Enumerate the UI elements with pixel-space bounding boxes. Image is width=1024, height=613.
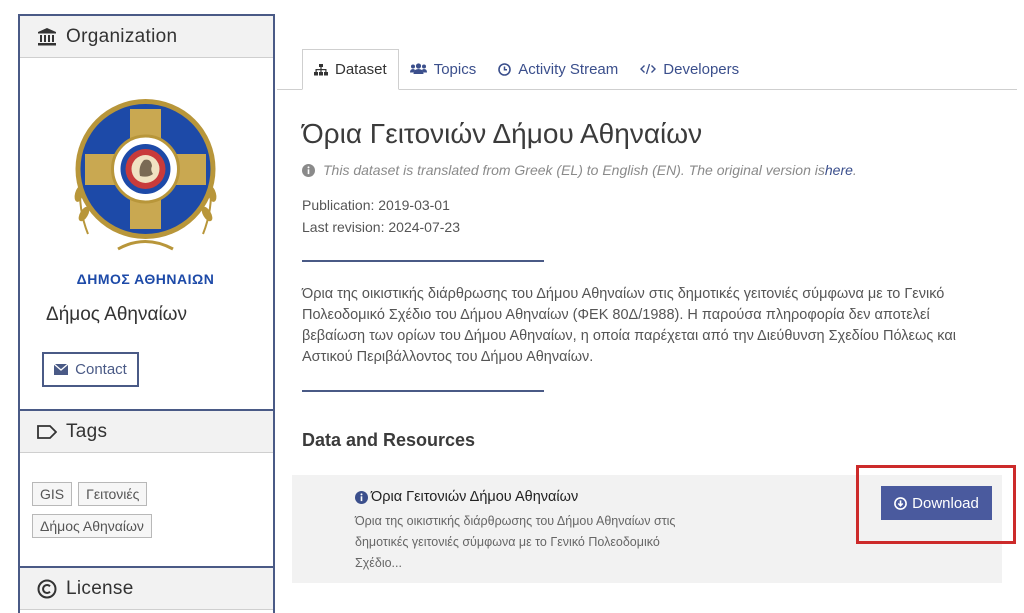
original-version-link[interactable]: here — [824, 162, 853, 178]
users-icon — [410, 63, 427, 75]
tab-topics[interactable] — [399, 49, 488, 89]
divider — [302, 260, 544, 262]
contact-button[interactable] — [42, 352, 139, 387]
logo-caption: ΔΗΜΟΣ ΑΘΗΝΑΙΩΝ — [76, 271, 215, 287]
info-circle-icon — [302, 164, 315, 177]
resource-title[interactable] — [355, 489, 578, 505]
download-button-label: Download — [912, 494, 979, 512]
copyright-icon — [36, 578, 58, 600]
resource-description: Όρια της οικιστικής διάρθρωσης του Δήμου Αθηναίων στις δημοτικές γειτονιές σύμφωνα με το Γενικό Πολεοδομικό Σχέδιο... — [355, 514, 676, 570]
organization-heading-label: Organization — [66, 25, 178, 47]
contact-button-label: Contact — [75, 361, 127, 378]
clock-icon — [498, 63, 511, 76]
tab-topics-label: Topics — [433, 60, 477, 78]
tag-municipality[interactable]: Δήμος Αθηναίων — [32, 514, 152, 538]
organization-heading — [20, 14, 273, 58]
sitemap-icon — [314, 64, 328, 76]
tag-gis[interactable]: GIS — [32, 482, 72, 506]
tab-dataset-label: Dataset — [335, 61, 387, 78]
sidebar — [18, 14, 275, 613]
translation-note-end: . — [852, 162, 857, 178]
organization-logo[interactable] — [58, 84, 233, 294]
last-revision-date: Last revision: 2024-07-23 — [302, 219, 460, 235]
translation-note-text: This dataset is translated from Greek (EL) to English (EN). The original version is — [323, 162, 825, 178]
tag-list — [32, 482, 262, 546]
license-heading — [20, 566, 273, 610]
institution-icon — [36, 26, 58, 48]
envelope-icon — [54, 364, 68, 375]
divider — [302, 390, 544, 392]
tab-activity-stream-label: Activity Stream — [518, 60, 619, 78]
publication-date: Publication: 2019-03-01 — [302, 197, 450, 213]
download-circle-icon — [894, 497, 907, 510]
organization-name[interactable]: Δήμος Αθηναίων — [46, 304, 188, 325]
tab-dataset[interactable] — [302, 49, 399, 90]
tab-developers-label: Developers — [663, 60, 740, 78]
tag-icon — [36, 421, 58, 443]
code-icon — [640, 63, 656, 75]
tab-activity-stream[interactable] — [487, 49, 629, 89]
dataset-tabs — [302, 49, 750, 89]
dataset-description: Όρια της οικιστικής διάρθρωσης του Δήμου Αθηναίων στις δημοτικές γειτονιές σύμφωνα με το Γενικό Πολεοδομικό Σχέδιο του Δήμου Αθηναίων (ΦΕΚ 80Δ/1988). Η παρούσα πληροφορία δεν αποτελεί βεβαίωση των ορίων του Δήμου Αθηναίων, η οποία παρέχεται από την Διεύθυνση Σχεδίου Πόλεως και Αστικού Περιβάλλοντος του Δήμου Αθηναίων. — [302, 286, 956, 365]
license-heading-label: License — [66, 577, 134, 599]
resources-heading: Data and Resources — [302, 430, 476, 450]
tag-neighborhoods[interactable]: Γειτονιές — [78, 482, 147, 506]
download-button[interactable] — [881, 486, 992, 520]
info-circle-icon — [355, 491, 368, 504]
translation-note — [302, 162, 857, 178]
dataset-title: Όρια Γειτονιών Δήμου Αθηναίων — [302, 118, 703, 149]
tab-developers[interactable] — [629, 49, 750, 89]
tags-heading-label: Tags — [66, 420, 108, 442]
resource-title-label: Όρια Γειτονιών Δήμου Αθηναίων — [371, 489, 579, 505]
tags-heading — [20, 409, 273, 453]
